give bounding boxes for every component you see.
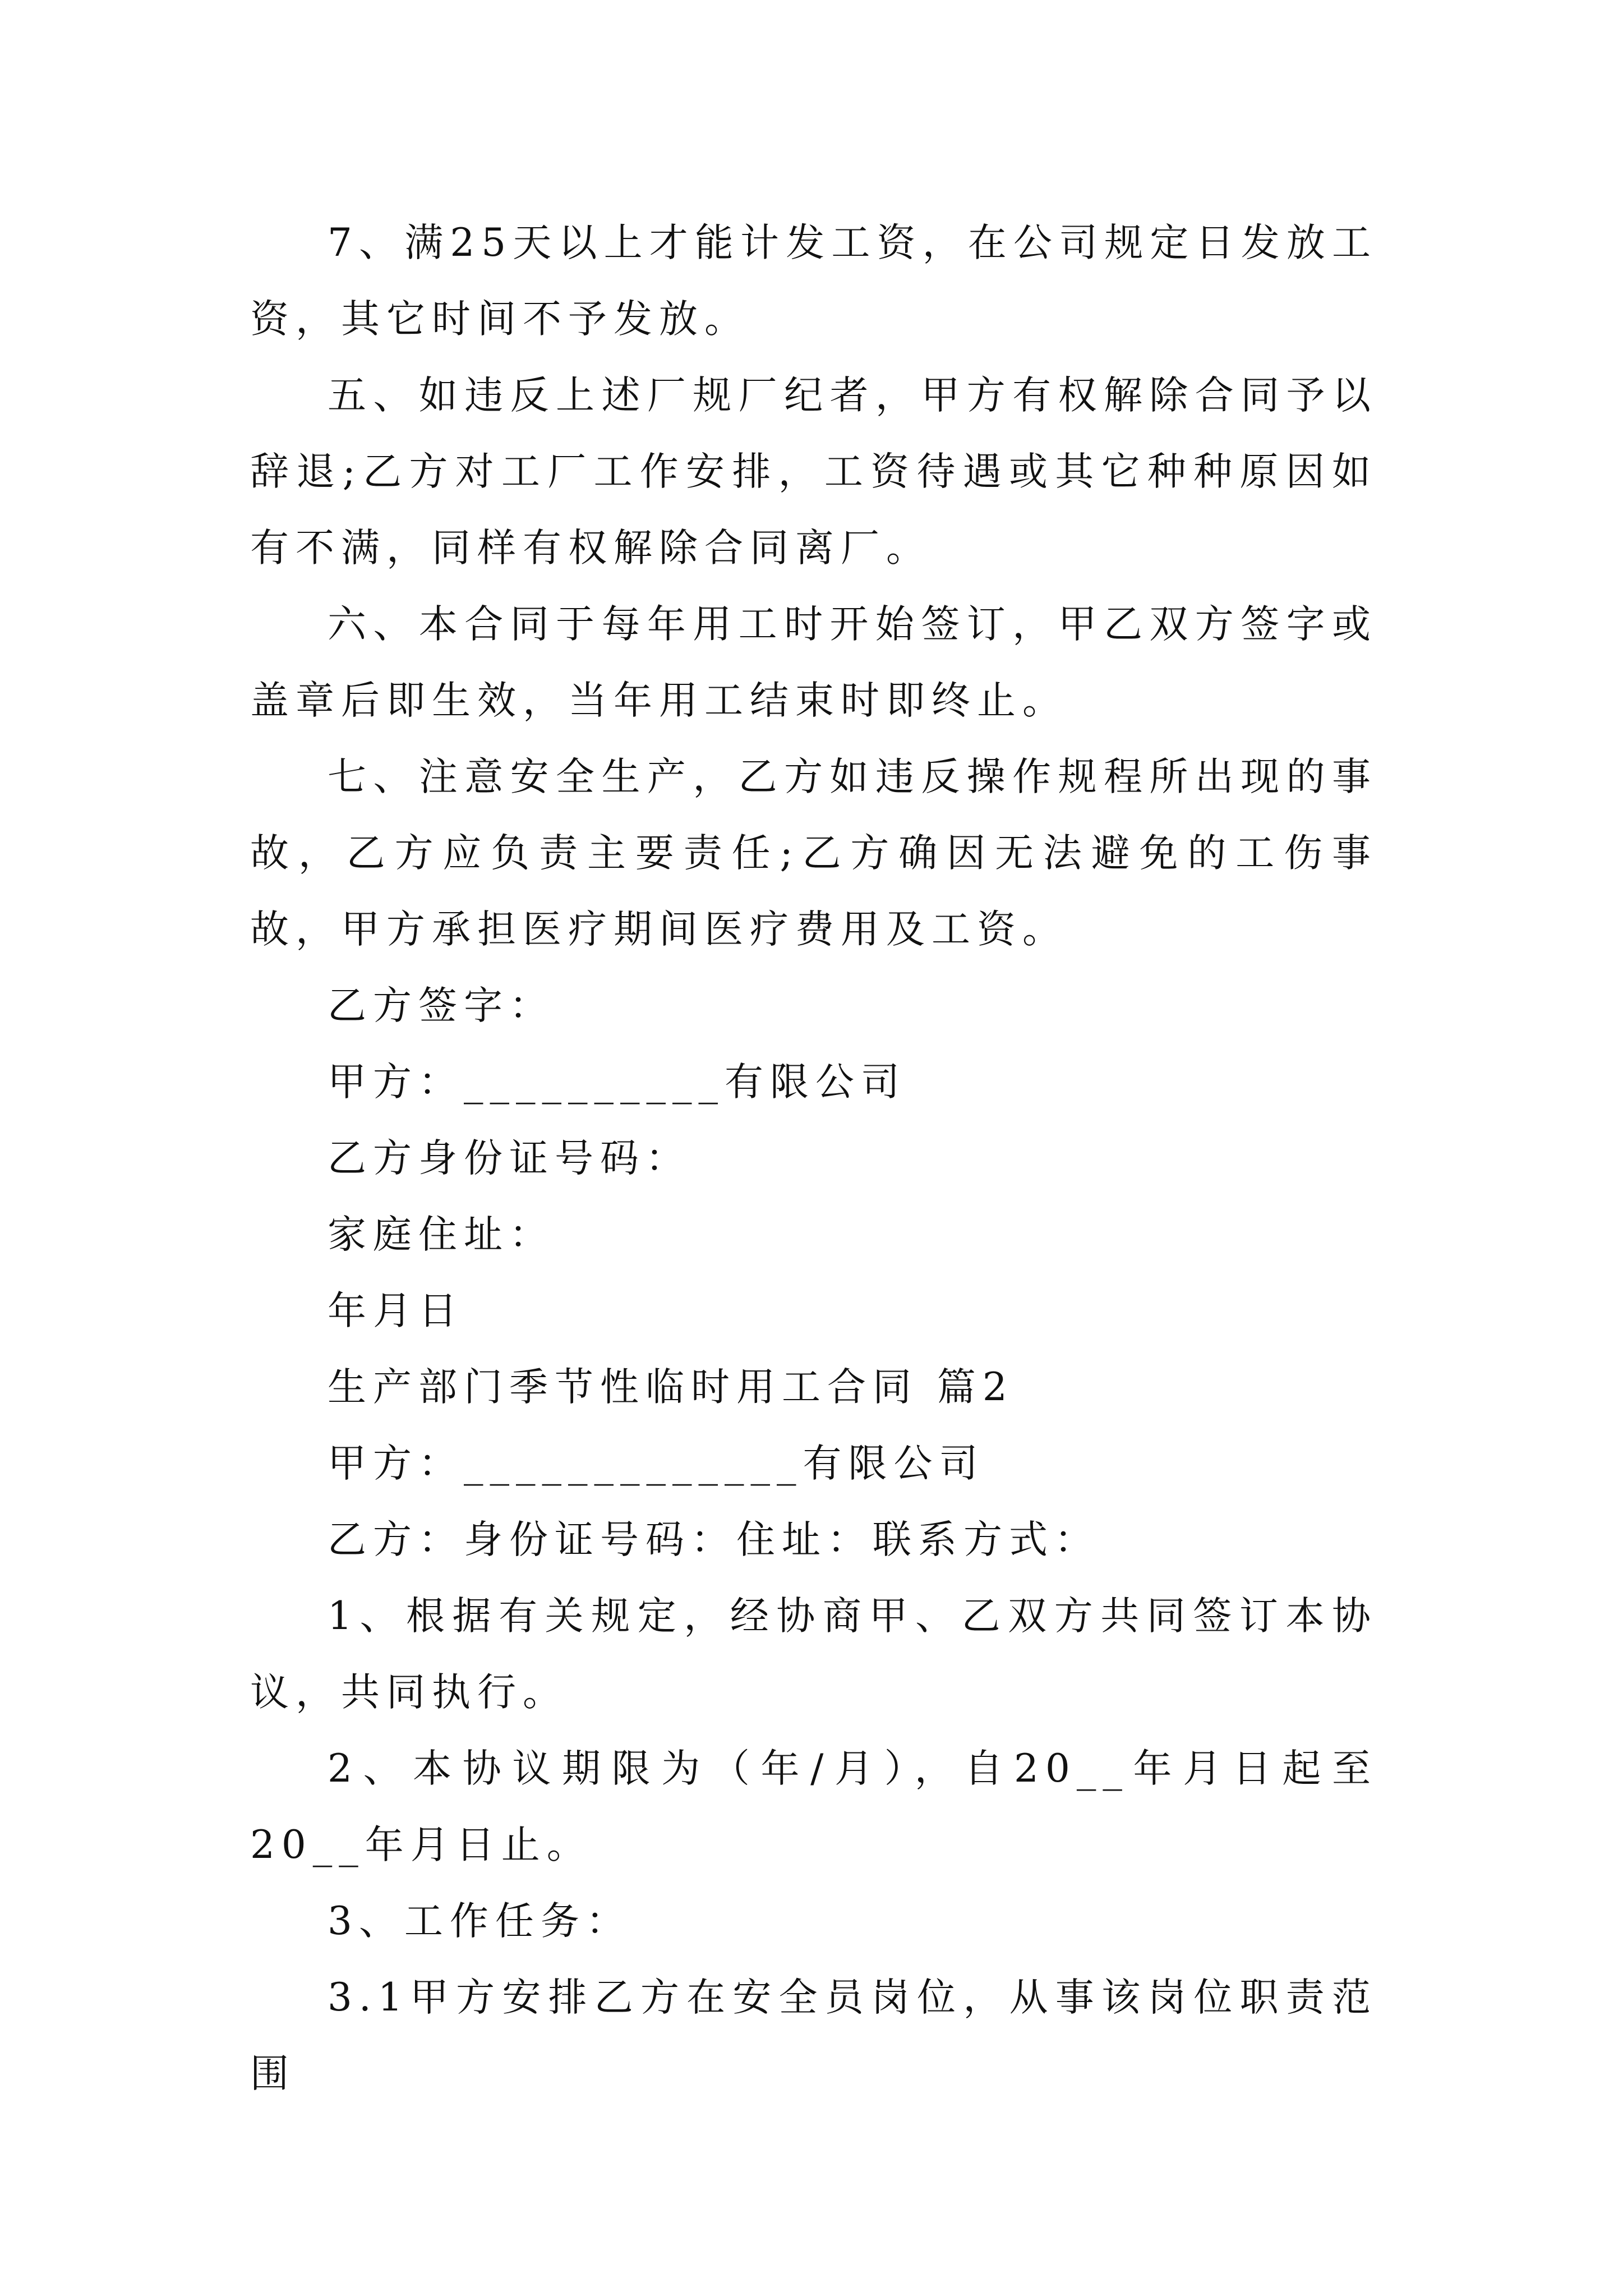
document-body bbox=[250, 205, 1377, 2112]
section-title-contract-2: 生产部门季节性临时用工合同 篇2 bbox=[328, 1365, 1014, 1410]
party-a-company-line-2: 甲方：_____________有限公司 bbox=[328, 1441, 985, 1486]
party-b-info-line: 乙方：身份证号码：住址：联系方式： bbox=[328, 1517, 1100, 1562]
clause-2: 2、本协议期限为（年/月），自20__年月日起至20__年月日止。 bbox=[250, 1746, 1377, 1867]
date-line: 年月日 bbox=[328, 1289, 464, 1333]
party-b-id-line: 乙方身份证号码： bbox=[328, 1136, 691, 1181]
paragraph-safety: 七、注意安全生产，乙方如违反操作规程所出现的事故，乙方应负责主要责任;乙方确因无法避免的工伤事故，甲方承担医疗期间医疗费用及工资。 bbox=[250, 754, 1377, 952]
paragraph-termination: 五、如违反上述厂规厂纪者，甲方有权解除合同予以辞退;乙方对工厂工作安排，工资待遇或其它种种原因如有不满，同样有权解除合同离厂。 bbox=[250, 373, 1377, 570]
home-address-line: 家庭住址： bbox=[328, 1212, 555, 1257]
clause-1: 1、根据有关规定，经协商甲、乙双方共同签订本协议，共同执行。 bbox=[250, 1594, 1377, 1715]
clause-3-1: 3.1甲方安排乙方在安全员岗位，从事该岗位职责范围 bbox=[250, 1975, 1377, 2096]
paragraph-wage-rule: 7、满25天以上才能计发工资，在公司规定日发放工资，其它时间不予发放。 bbox=[250, 220, 1377, 342]
party-b-signature-line: 乙方签字： bbox=[328, 983, 555, 1028]
clause-3-heading: 3、工作任务： bbox=[328, 1899, 631, 1944]
paragraph-contract-term: 六、本合同于每年用工时开始签订，甲乙双方签字或盖章后即生效，当年用工结束时即终止。 bbox=[250, 602, 1377, 723]
party-a-company-line: 甲方：__________有限公司 bbox=[328, 1060, 906, 1105]
